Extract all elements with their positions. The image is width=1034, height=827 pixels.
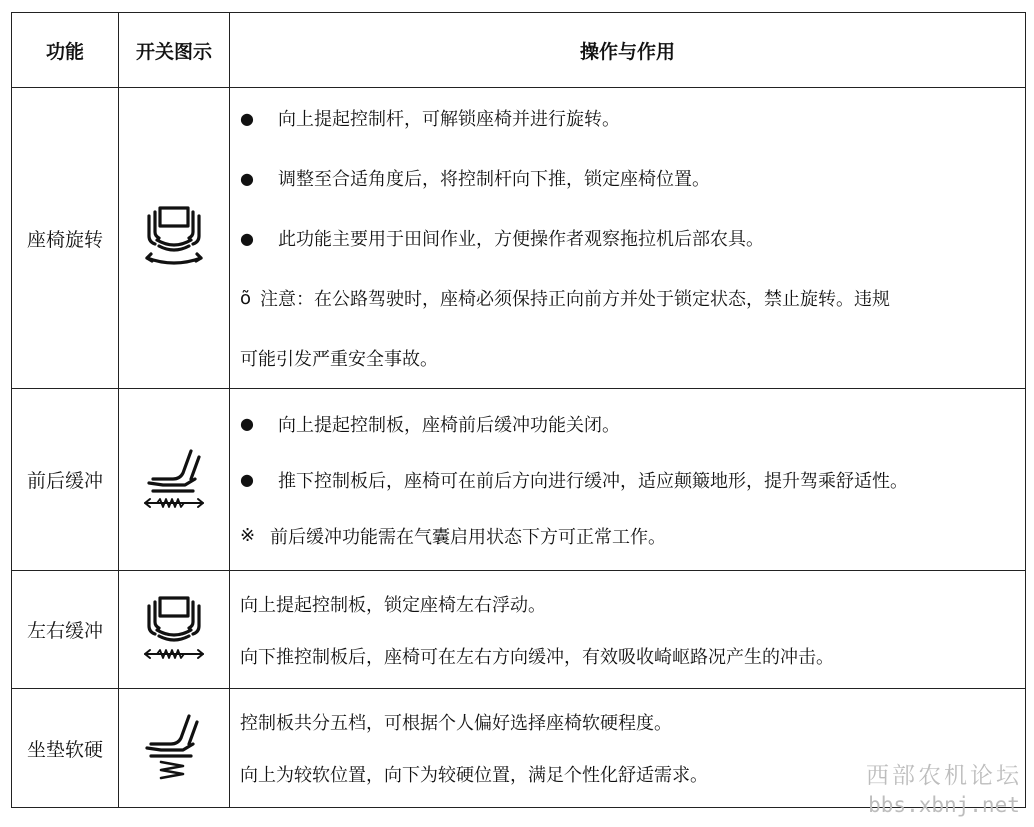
instruction-text: 控制板共分五档，可根据个人偏好选择座椅软硬程度。 [240, 713, 672, 734]
watermark-url: bbs.xbnj.net [868, 793, 1020, 817]
operation-cell [230, 571, 1026, 689]
instruction-text: 向上提起控制板，座椅前后缓冲功能关闭。 [278, 414, 620, 436]
instruction-text: 向上为较软位置，向下为较硬位置，满足个性化舒适需求。 [240, 765, 708, 786]
instruction-line [240, 88, 1025, 148]
header-switch-diagram: 开关图示 [119, 13, 230, 88]
table-row [12, 389, 1026, 571]
seat-fore-aft-suspension-icon [139, 445, 209, 515]
warning-line [240, 328, 1025, 388]
header-operation-and-effect: 操作与作用 [230, 13, 1026, 88]
instruction-line [240, 396, 1025, 452]
forum-watermark [866, 761, 1022, 819]
seat-rotate-icon [135, 202, 213, 274]
function-name: 坐垫软硬 [12, 689, 119, 808]
seat-lateral-suspension-icon [139, 594, 209, 666]
function-name: 座椅旋转 [12, 88, 119, 389]
warning-mark: õ [240, 287, 252, 309]
bullet-mark: ● [240, 228, 254, 248]
bullet-mark: ● [240, 108, 254, 128]
bullet-mark: ● [240, 470, 254, 489]
instruction-text: 向上提起控制杆，可解锁座椅并进行旋转。 [278, 109, 620, 130]
instruction-text: 此功能主要用于田间作业，方便操作者观察拖拉机后部农具。 [278, 229, 764, 250]
operation-cell [230, 389, 1026, 571]
operation-cell [230, 88, 1026, 389]
watermark-site-name: 西部农机论坛 [866, 763, 1022, 789]
bullet-mark: ● [240, 414, 254, 433]
table-header-row [12, 13, 1026, 88]
function-name: 左右缓冲 [12, 571, 119, 689]
instruction-line [240, 208, 1025, 268]
warning-line [240, 268, 1025, 328]
seat-cushion-firmness-icon [143, 710, 205, 786]
bullet-mark: ● [240, 168, 254, 188]
instruction-line [240, 578, 1025, 630]
instruction-line [240, 696, 1025, 748]
instruction-text: 向下推控制板后，座椅可在左右方向缓冲，有效吸收崎岖路况产生的冲击。 [240, 646, 834, 668]
instruction-text: 调整至合适角度后，将控制杆向下推，锁定座椅位置。 [278, 169, 710, 190]
table-row [12, 88, 1026, 389]
note-text: 前后缓冲功能需在气囊启用状态下方可正常工作。 [270, 526, 666, 548]
warning-text: 可能引发严重安全事故。 [240, 349, 438, 370]
instruction-line [240, 630, 1025, 682]
function-name: 前后缓冲 [12, 389, 119, 571]
instruction-text: 向上提起控制板，锁定座椅左右浮动。 [240, 594, 546, 616]
note-mark: ※ [240, 525, 256, 546]
header-function: 功能 [12, 13, 119, 88]
note-line [240, 508, 1025, 564]
table-row [12, 571, 1026, 689]
warning-text: 注意：在公路驾驶时，座椅必须保持正向前方并处于锁定状态，禁止旋转。违规 [260, 289, 890, 310]
instruction-line [240, 148, 1025, 208]
seat-function-table [11, 12, 1026, 808]
instruction-text: 推下控制板后，座椅可在前后方向进行缓冲，适应颠簸地形，提升驾乘舒适性。 [278, 470, 908, 492]
instruction-line [240, 452, 1025, 508]
